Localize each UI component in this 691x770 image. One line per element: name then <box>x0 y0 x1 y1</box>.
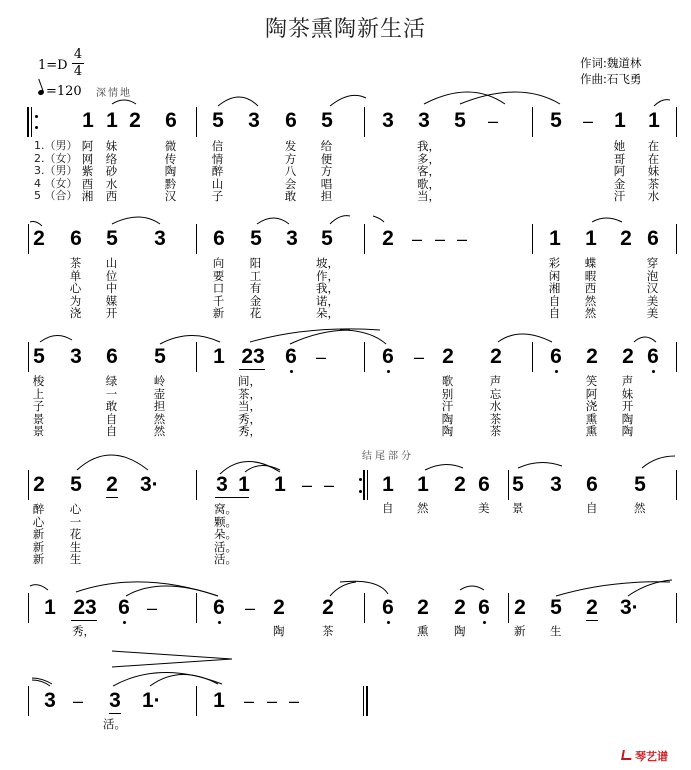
note: 3 <box>550 473 562 496</box>
lyric: 然 <box>634 501 646 515</box>
note: 3 <box>109 689 121 712</box>
note: 23 <box>241 345 265 368</box>
lyric-column: 岭 壶 担 然 然 <box>153 374 166 438</box>
note: 2 <box>514 596 526 619</box>
note: 3 <box>44 689 56 712</box>
note: 5 <box>550 596 562 619</box>
note: 3 <box>70 345 82 368</box>
note: 5 <box>212 109 224 132</box>
note: 6 <box>213 596 225 619</box>
dash: – <box>244 598 255 618</box>
lyric-column: 阳 工 有 金 花 <box>249 256 262 320</box>
dash: – <box>315 347 326 367</box>
note: 2 <box>33 473 45 496</box>
lyric-column: 在 在 妹 茶 水 <box>647 139 660 203</box>
dash: – <box>146 598 157 618</box>
section-label-ending: 结尾部分 <box>362 451 414 462</box>
lyric: 陶 <box>273 624 285 638</box>
note: 3 <box>154 227 166 250</box>
lyric-column: 信 情 醉 山 子 <box>211 139 224 203</box>
note: 23 <box>73 596 97 619</box>
lyric-column: 微 传 陶 黔 汉 <box>164 139 177 203</box>
note: 2 <box>33 227 45 250</box>
note: 3· <box>140 473 159 496</box>
dash: – <box>301 475 312 495</box>
note: 1 <box>213 345 225 368</box>
note: 3 <box>216 473 228 496</box>
note: 1 <box>382 473 394 496</box>
lyric-column: 声 妹 开 陶 陶 <box>621 374 634 438</box>
note: 5 <box>70 473 82 496</box>
note: 2 <box>586 345 598 368</box>
note: 1 <box>614 109 626 132</box>
dash: – <box>266 691 277 711</box>
note: 1 <box>238 473 250 496</box>
lyric: 自 <box>586 501 598 515</box>
watermark-logo: 琴艺谱 <box>622 748 668 764</box>
note: 3 <box>382 109 394 132</box>
note: 2 <box>129 109 141 132</box>
time-signature-bottom: 4 <box>73 64 83 79</box>
lyric-column: 她 哥 阿 金 汗 <box>613 139 626 203</box>
note: 2 <box>106 473 118 496</box>
note: 3 <box>418 109 430 132</box>
note: 2 <box>454 596 466 619</box>
note: 1 <box>106 109 118 132</box>
lyric-column: 醉 心 新 新 新 <box>32 502 45 566</box>
note: 5 <box>512 473 524 496</box>
note: 6 <box>106 345 118 368</box>
note: 1 <box>274 473 286 496</box>
lyric-column: 绿 一 敢 自 自 <box>105 374 118 438</box>
lyric-column: 梭 上 子 景 景 <box>32 374 45 438</box>
lyric-column: 心 一 花 生 生 <box>69 502 82 566</box>
note: 3 <box>248 109 260 132</box>
dash: – <box>243 691 254 711</box>
lyric-column: 茶 单 心 为 浇 <box>69 256 82 320</box>
lyric: 然 <box>417 501 429 515</box>
dash: – <box>413 347 424 367</box>
logo-icon <box>621 750 633 760</box>
note: 5 <box>33 345 45 368</box>
note: 1 <box>417 473 429 496</box>
lyric-column: 山 位 中 媒 开 <box>105 256 118 320</box>
note: 1 <box>585 227 597 250</box>
dash: – <box>487 111 498 131</box>
note: 2 <box>454 473 466 496</box>
note: 5 <box>106 227 118 250</box>
note: 6 <box>478 596 490 619</box>
note: 6 <box>165 109 177 132</box>
note: 5 <box>250 227 262 250</box>
lyric-column: 笑 阿 浇 熏 熏 <box>585 374 598 438</box>
note: 5 <box>321 109 333 132</box>
expression-marking: 深情地 <box>96 88 132 99</box>
dash: – <box>434 229 445 249</box>
note: 2 <box>490 345 502 368</box>
dash: – <box>72 691 83 711</box>
lyric-column: 给 便 方 唱 担 <box>320 139 333 203</box>
song-title: 陶茶熏陶新生活 <box>264 17 426 42</box>
note: 6 <box>382 596 394 619</box>
lyric-column: 彩 闲 湘 自 自 <box>548 256 561 320</box>
lyric: 陶 <box>454 624 466 638</box>
note: 6 <box>647 345 659 368</box>
lyric: 景 <box>512 501 524 515</box>
lyric-column: 坡， 作， 我， 诺， 朵， <box>316 256 339 320</box>
dash: – <box>582 111 593 131</box>
note: 1· <box>142 689 161 712</box>
dash: – <box>323 475 334 495</box>
lyric: 新 <box>514 624 526 638</box>
note: 1 <box>213 689 225 712</box>
note: 1 <box>82 109 94 132</box>
lyric-column: 声 忘 水 茶 茶 <box>489 374 502 438</box>
lyric-column: 歌 别 汗 陶 陶 <box>441 374 454 438</box>
lyricist-credit: 作词:魏道林 <box>580 56 642 70</box>
note: 1 <box>549 227 561 250</box>
note: 5 <box>454 109 466 132</box>
lyric-column: 向 要 口 千 新 <box>212 256 225 320</box>
note: 2 <box>417 596 429 619</box>
note: 6 <box>118 596 130 619</box>
note: 2 <box>622 345 634 368</box>
note: 3· <box>620 596 639 619</box>
lyric-column: 妹 络 砂 水 西 <box>105 139 118 203</box>
lyric: 熏 <box>417 624 429 638</box>
dash: – <box>288 691 299 711</box>
note: 1 <box>44 596 56 619</box>
dash: – <box>411 229 422 249</box>
lyric: 美 <box>478 501 490 515</box>
lyric: 茶 <box>322 624 334 638</box>
note: 5 <box>634 473 646 496</box>
note: 6 <box>285 109 297 132</box>
note: 6 <box>213 227 225 250</box>
lyric: 自 <box>382 501 394 515</box>
key-signature: 1=D <box>38 58 68 73</box>
note: 6 <box>478 473 490 496</box>
note: 6 <box>382 345 394 368</box>
note: 2 <box>442 345 454 368</box>
note: 6 <box>285 345 297 368</box>
lyric: 生 <box>550 624 562 638</box>
note: 2 <box>620 227 632 250</box>
time-signature-top: 4 <box>73 47 83 62</box>
note: 6 <box>647 227 659 250</box>
dash: – <box>456 229 467 249</box>
lyric-column: 我， 多， 客， 歌， 当， <box>417 139 440 203</box>
note: 5 <box>550 109 562 132</box>
lyric: 活。 <box>103 717 126 731</box>
tempo-value: =120 <box>46 84 82 99</box>
note: 1 <box>648 109 660 132</box>
note: 5 <box>321 227 333 250</box>
lyric-column: 蝶 暇 西 然 然 <box>584 256 597 320</box>
note: 2 <box>322 596 334 619</box>
lyric-column: 窝。 颗。 朵。 活。 活。 <box>214 502 237 566</box>
note: 2 <box>273 596 285 619</box>
lyric-column: 穿 泡 汉 美 美 <box>646 256 659 320</box>
note: 2 <box>382 227 394 250</box>
note: 6 <box>586 473 598 496</box>
composer-credit: 作曲:石飞勇 <box>580 72 642 86</box>
lyric-column: 阿 网 紫 酉 湘 <box>81 139 94 203</box>
lyric-column: 发 方 八 会 敢 <box>284 139 297 203</box>
lyric-column: 间， 茶， 当， 秀， 秀， <box>238 374 261 438</box>
lyric: 秀， <box>72 624 95 638</box>
note: 2 <box>586 596 598 619</box>
note: 5 <box>154 345 166 368</box>
verse-labels: 1.（男） 2.（女） 3.（男） 4 （女） 5 （合） <box>34 139 78 202</box>
note: 6 <box>70 227 82 250</box>
note: 3 <box>286 227 298 250</box>
note: 6 <box>550 345 562 368</box>
